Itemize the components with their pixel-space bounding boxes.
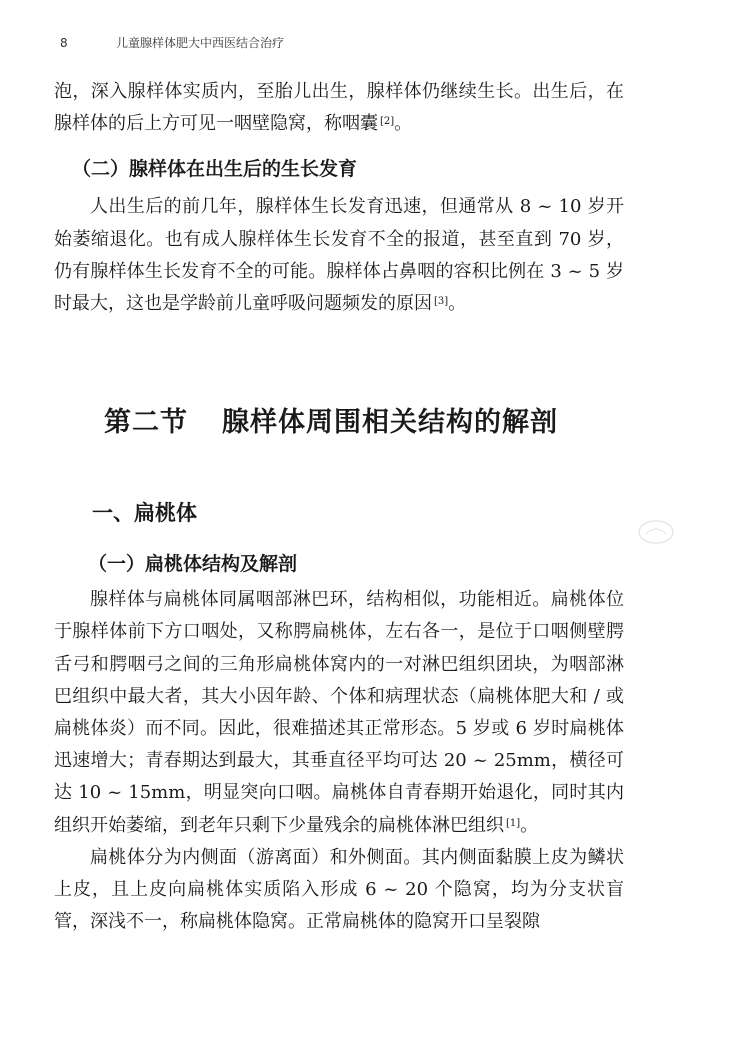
watermark-icon: [636, 518, 676, 546]
paragraph-tail: 。: [520, 814, 539, 836]
paragraph-postnatal-growth: [54, 191, 624, 320]
section-title: [54, 400, 624, 439]
book-title: 儿童腺样体肥大中西医结合治疗: [116, 36, 285, 50]
paragraph-tail: 。: [394, 113, 413, 135]
running-header: [60, 34, 284, 51]
paragraph-text: 扁桃体分为内侧面（游离面）和外侧面。其内侧面黏膜上皮为鳞状上皮，且上皮向扁桃体实质陷入形成 6 ~ 20 个隐窝，均为分支状盲管，深浅不一，称扁桃体隐窝。正常扁桃体的隐窝开口呈裂隙: [54, 846, 624, 933]
citation: [1]: [506, 817, 521, 829]
heading-postnatal-growth: （二）腺样体在出生后的生长发育: [72, 158, 358, 181]
page-body: [54, 76, 624, 938]
citation: [3]: [434, 296, 449, 308]
paragraph-continued: [54, 76, 624, 140]
paragraph-tonsil-structure: [54, 584, 624, 842]
paragraph-text: 人出生后的前几年，腺样体生长发育迅速，但通常从 8 ~ 10 岁开始萎缩退化。也有成人腺样体生长发育不全的报道，甚至直到 70 岁，仍有腺样体生长发育不全的可能。腺样体占鼻咽的容积比例在 3 ~ 5 岁时最大，这也是学龄前儿童呼吸问题频发的原因: [54, 196, 624, 315]
paragraph-tonsil-surfaces: [54, 842, 624, 939]
heading-tonsil-structure: （一）扁桃体结构及解剖: [88, 553, 298, 576]
paragraph-tail: 。: [448, 293, 467, 315]
page-number: 8: [60, 36, 68, 50]
section-name: 腺样体周围相关结构的解剖: [222, 407, 558, 439]
paragraph-text: 泡，深入腺样体实质内，至胎儿出生，腺样体仍继续生长。出生后，在腺样体的后上方可见一咽壁隐窝，称咽囊: [54, 81, 624, 135]
citation: [2]: [380, 116, 395, 128]
subsection-title: 一、扁桃体: [92, 501, 197, 526]
paragraph-text: 腺样体与扁桃体同属咽部淋巴环，结构相似，功能相近。扁桃体位于腺样体前下方口咽处，又称腭扁桃体，左右各一，是位于口咽侧壁腭舌弓和腭咽弓之间的三角形扁桃体窝内的一对淋巴组织团块，为咽部淋巴组织中最大者，其大小因年龄、个体和病理状态（扁桃体肥大和 / 或扁桃体炎）而不同。因此，很难描述其正常形态。5 岁或 6 岁时扁桃体迅速增大；青春期达到最大，其垂直径平均可达 20 ~ 25mm，横径可达 10 ~ 15mm，明显突向口咽。扁桃体自青春期开始退化，同时其内组织开始萎缩，到老年只剩下少量残余的扁桃体淋巴组织: [54, 589, 624, 836]
section-number: 第二节: [104, 407, 188, 439]
